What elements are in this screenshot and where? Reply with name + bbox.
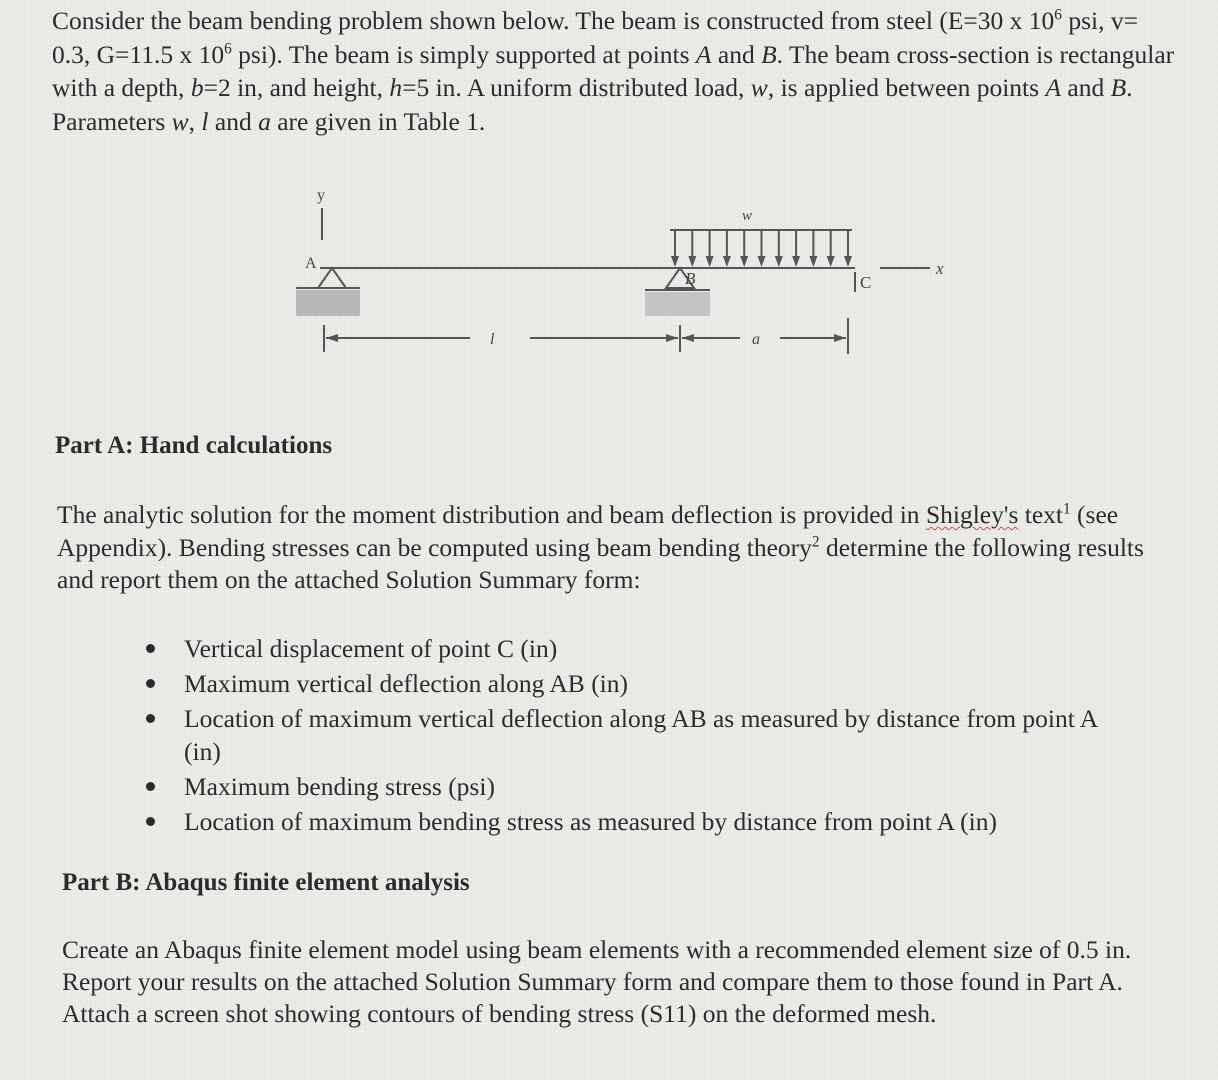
dim-a-label: a [752,331,760,348]
support-a-ground [296,290,360,316]
load-arrowhead [671,256,679,267]
load-arrowhead [758,256,766,267]
support-b-ground [645,292,710,316]
point-a-label: A [305,255,317,272]
load-arrowhead [844,256,852,267]
point-c-label: C [860,273,872,292]
load-arrowhead [706,256,714,267]
load-arrowhead [740,256,748,267]
beam-diagram [280,180,970,370]
point-b-label: B [685,269,696,288]
support-a-triangle [318,268,346,288]
x-axis-label: x [936,259,944,278]
list-item: Maximum bending stress (psi) [150,770,1110,803]
part-a-heading: Part A: Hand calculations [55,432,333,459]
load-arrowhead [792,256,800,267]
list-item: Location of maximum bending stress as measured by distance from point A (in) [150,805,1110,838]
results-list [150,632,1110,840]
dim-a-right-arrowhead [834,334,846,342]
load-arrowhead [809,256,817,267]
y-axis-label: y [317,187,325,204]
part-a-paragraph: The analytic solution for the moment distribution and beam deflection is provided in Shigley's text$^1$ (see Appendix). Bending stresses can be computed using beam bending theory$^2$ determine the following results and report them on the attached Solution Summary form: [57,500,1144,594]
load-arrowhead [775,256,783,267]
list-item: Location of maximum vertical deflection along AB as measured by distance from point A (in) [150,702,1110,768]
dim-l-right-arrowhead [666,334,678,342]
load-arrowhead [723,256,731,267]
load-arrowhead [827,256,835,267]
list-item: Vertical displacement of point C (in) [150,632,1110,665]
load-arrowhead [688,256,696,267]
dim-l-label: l [490,331,495,348]
load-arrows [671,230,852,267]
part-b-heading: Part B: Abaqus finite element analysis [62,869,470,896]
load-w-label: w [742,208,753,224]
list-item: Maximum vertical deflection along AB (in) [150,667,1110,700]
shigley-word: Shigley's [925,500,1019,529]
intro-paragraph: Consider the beam bending problem shown below. The beam is constructed from steel (E=30 x $10^6$ psi, v= 0.3, G=11.5 x $10^6$ psi). The beam is simply supported at points A and B. The beam cross-section is rectangular with a depth, b=2 in, and height, h=5 in. A uniform distributed load, w, is applied between points A and B. Parameters w, l and a are given in Table 1. [52,6,1175,136]
part-b-paragraph: Create an Abaqus finite element model using beam elements with a recommended element size of 0.5 in. Report your results on the attached Solution Summary form and compare them to those found in Part A. Attach a screen shot showing contours of bending stress (S11) on the deformed mesh. [62,935,1132,1028]
